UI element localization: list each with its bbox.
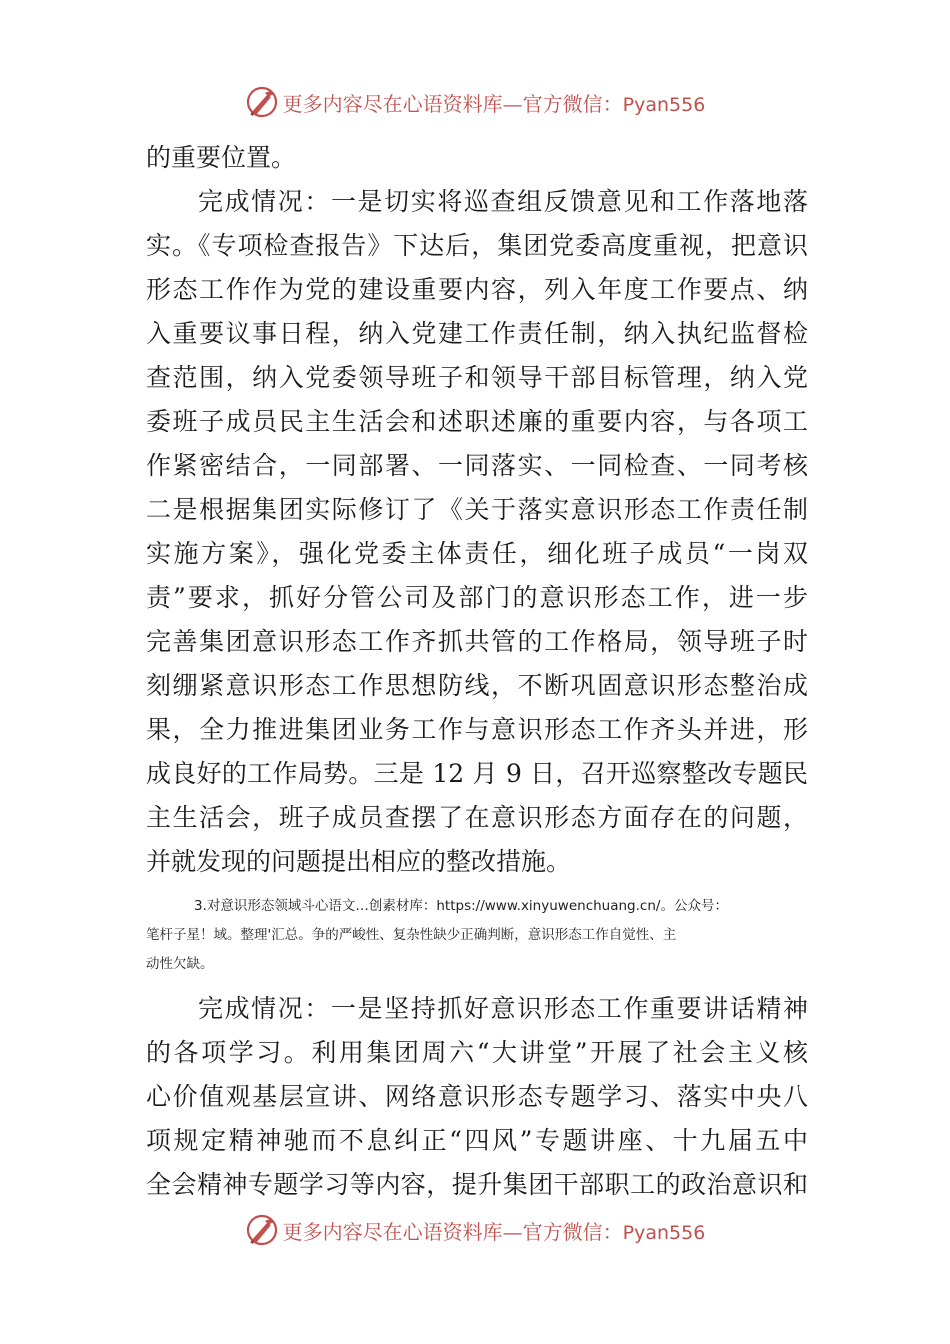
text-line: 刻绷紧意识形态工作思想防线，不断巩固意识形态整治成 (146, 671, 808, 700)
text-line: 成良好的工作局势。三是 12 月 9 日，召开巡察整改专题民 (146, 759, 808, 788)
item-3-paragraph (146, 892, 808, 979)
text-line: 主生活会，班子成员查摆了在意识形态方面存在的问题， (146, 803, 808, 832)
text-line: 实。《专项检查报告》下达后，集团党委高度重视，把意识 (146, 231, 808, 260)
text-line: 二是根据集团实际修订了《关于落实意识形态工作责任制 (146, 495, 808, 524)
pen-logo-icon (245, 85, 279, 119)
text-line: 完成情况：一是切实将巡查组反馈意见和工作落地落 (198, 187, 808, 216)
text-line: 全会精神专题学习等内容，提升集团干部职工的政治意识和 (146, 1170, 808, 1199)
document-body (146, 136, 808, 1207)
banner-wechat-id: Pyan556 (622, 93, 706, 116)
small-text-line: 动性欠缺。 (146, 956, 214, 972)
small-text-line: 3.对意识形态领域斗心语文…创素材库：https://www.xinyuwenchuang.cn/。公众号： (194, 898, 728, 914)
banner-text: 更多内容尽在心语资料库—官方微信： (282, 91, 623, 116)
text-line: 的各项学习。利用集团周六“大讲堂”开展了社会主义核 (146, 1038, 808, 1067)
text-line: 查范围，纳入党委领导班子和领导干部目标管理，纳入党 (146, 363, 808, 392)
text-line: 形态工作作为党的建设重要内容，列入年度工作要点、纳 (146, 275, 808, 304)
paragraph-tail-line: 的重要位置。 (146, 143, 297, 172)
completion-paragraph-2 (146, 987, 808, 1207)
text-line: 作紧密结合，一同部署、一同落实、一同检查、一同考核 (146, 451, 808, 480)
header-watermark-banner (0, 82, 950, 122)
completion-paragraph-1 (146, 180, 808, 884)
text-line: 完成情况：一是坚持抓好意识形态工作重要讲话精神 (198, 994, 808, 1023)
text-line: 并就发现的问题提出相应的整改措施。 (146, 847, 572, 876)
banner-wechat-id: Pyan556 (622, 1221, 706, 1244)
pen-logo-icon (245, 1213, 279, 1247)
text-line: 心价值观基层宣讲、网络意识形态专题学习、落实中央八 (146, 1082, 808, 1111)
footer-watermark-banner (0, 1210, 950, 1250)
text-line: 项规定精神驰而不息纠正“四风”专题讲座、十九届五中 (146, 1126, 808, 1155)
banner-text: 更多内容尽在心语资料库—官方微信： (282, 1219, 623, 1244)
text-line: 完善集团意识形态工作齐抓共管的工作格局，领导班子时 (146, 627, 808, 656)
text-line: 委班子成员民主生活会和述职述廉的重要内容，与各项工 (146, 407, 808, 436)
small-text-line: 笔杆子星！域。整理'汇总。争的严峻性、复杂性缺少正确判断，意识形态工作自觉性、主 (146, 927, 677, 943)
text-line: 责”要求，抓好分管公司及部门的意识形态工作，进一步 (146, 583, 808, 612)
text-line: 实施方案》，强化党委主体责任，细化班子成员“一岗双 (146, 539, 808, 568)
text-line: 入重要议事日程，纳入党建工作责任制，纳入执纪监督检 (146, 319, 808, 348)
text-line: 果，全力推进集团业务工作与意识形态工作齐头并进，形 (146, 715, 808, 744)
